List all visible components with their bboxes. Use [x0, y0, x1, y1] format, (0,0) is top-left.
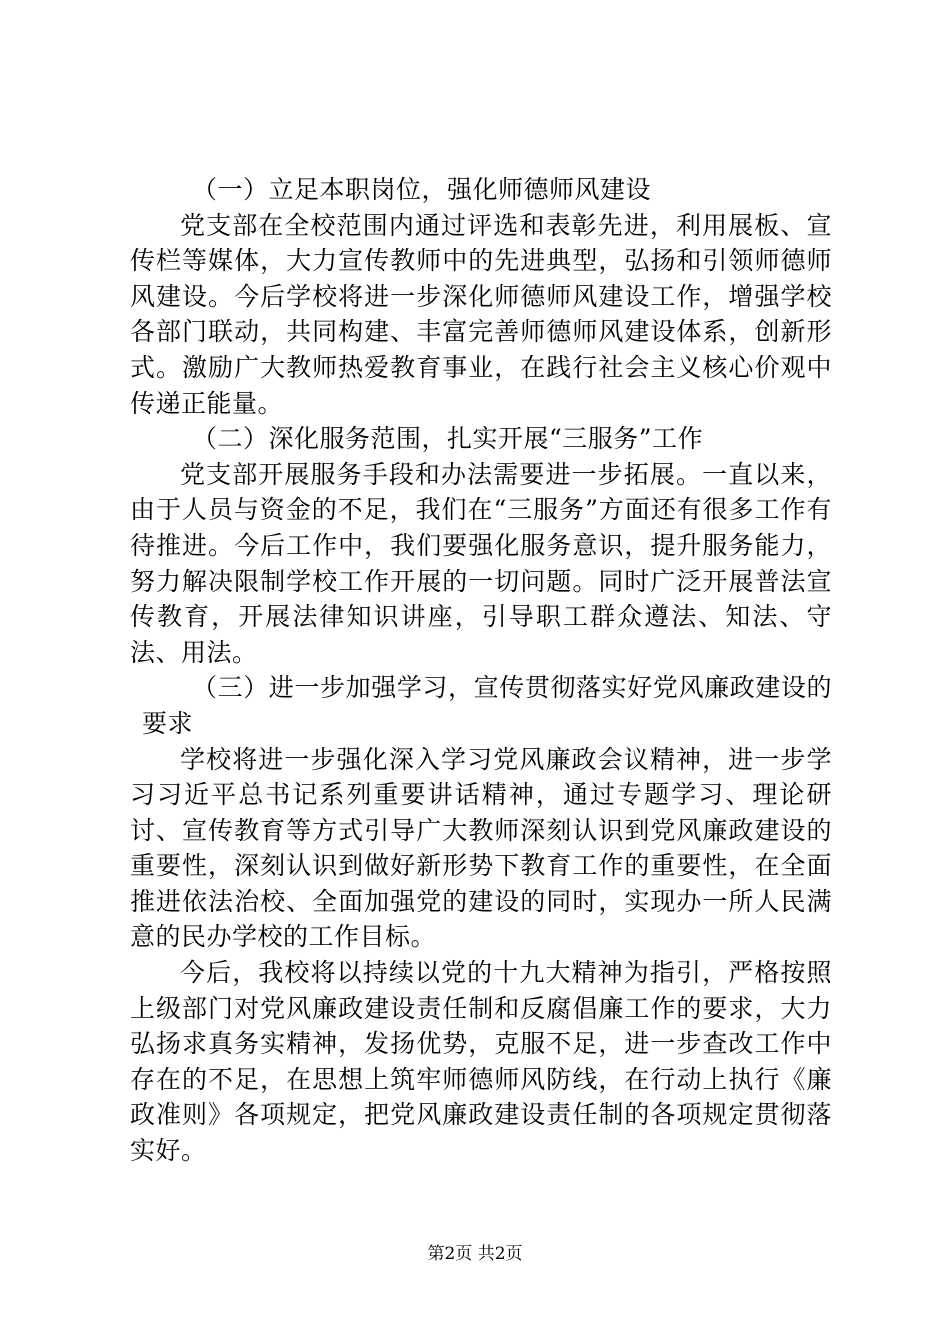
document-body	[130, 172, 832, 1169]
section-heading-3: （三）进一步加强学习，宣传贯彻落实好党风廉政建设的要求	[142, 673, 832, 738]
body-paragraph-2: 党支部开展服务手段和办法需要进一步拓展。一直以来，由于人员与资金的不足，我们在“三服务”方面还有很多工作有待推进。今后工作中，我们要强化服务意识，提升服务能力，努力解决限制学校工作开展的一切问题。同时广泛开展普法宣传教育，开展法律知识讲座，引导职工群众遵法、知法、守法、用法。	[130, 459, 832, 667]
body-paragraph-3: 学校将进一步强化深入学习党风廉政会议精神，进一步学习习近平总书记系列重要讲话精神，通过专题学习、理论研讨、宣传教育等方式引导广大教师深刻认识到党风廉政建设的重要性，深刻认识到做好新形势下教育工作的重要性，在全面推进依法治校、全面加强党的建设的同时，实现办一所人民满意的民办学校的工作目标。	[130, 744, 832, 952]
body-paragraph-1: 党支部在全校范围内通过评选和表彰先进，利用展板、宣传栏等媒体，大力宣传教师中的先进典型，弘扬和引领师德师风建设。今后学校将进一步深化师德师风建设工作，增强学校各部门联动，共同构建、丰富完善师德师风建设体系，创新形式。激励广大教师热爱教育事业，在践行社会主义核心价观中传递正能量。	[130, 210, 832, 418]
section-heading-1: （一）立足本职岗位，强化师德师风建设	[192, 175, 652, 204]
page-number-footer: 第2页 共2页	[427, 1244, 523, 1264]
body-paragraph-4: 今后，我校将以持续以党的十九大精神为指引，严格按照上级部门对党风廉政建设责任制和反腐倡廉工作的要求，大力弘扬求真务实精神，发扬优势，克服不足，进一步查改工作中存在的不足，在思想上筑牢师德师风防线，在行动上执行《廉政准则》各项规定，把党风廉政建设责任制的各项规定贯彻落实好。	[130, 958, 832, 1166]
section-heading-2: （二）深化服务范围，扎实开展“三服务”工作	[192, 424, 704, 454]
